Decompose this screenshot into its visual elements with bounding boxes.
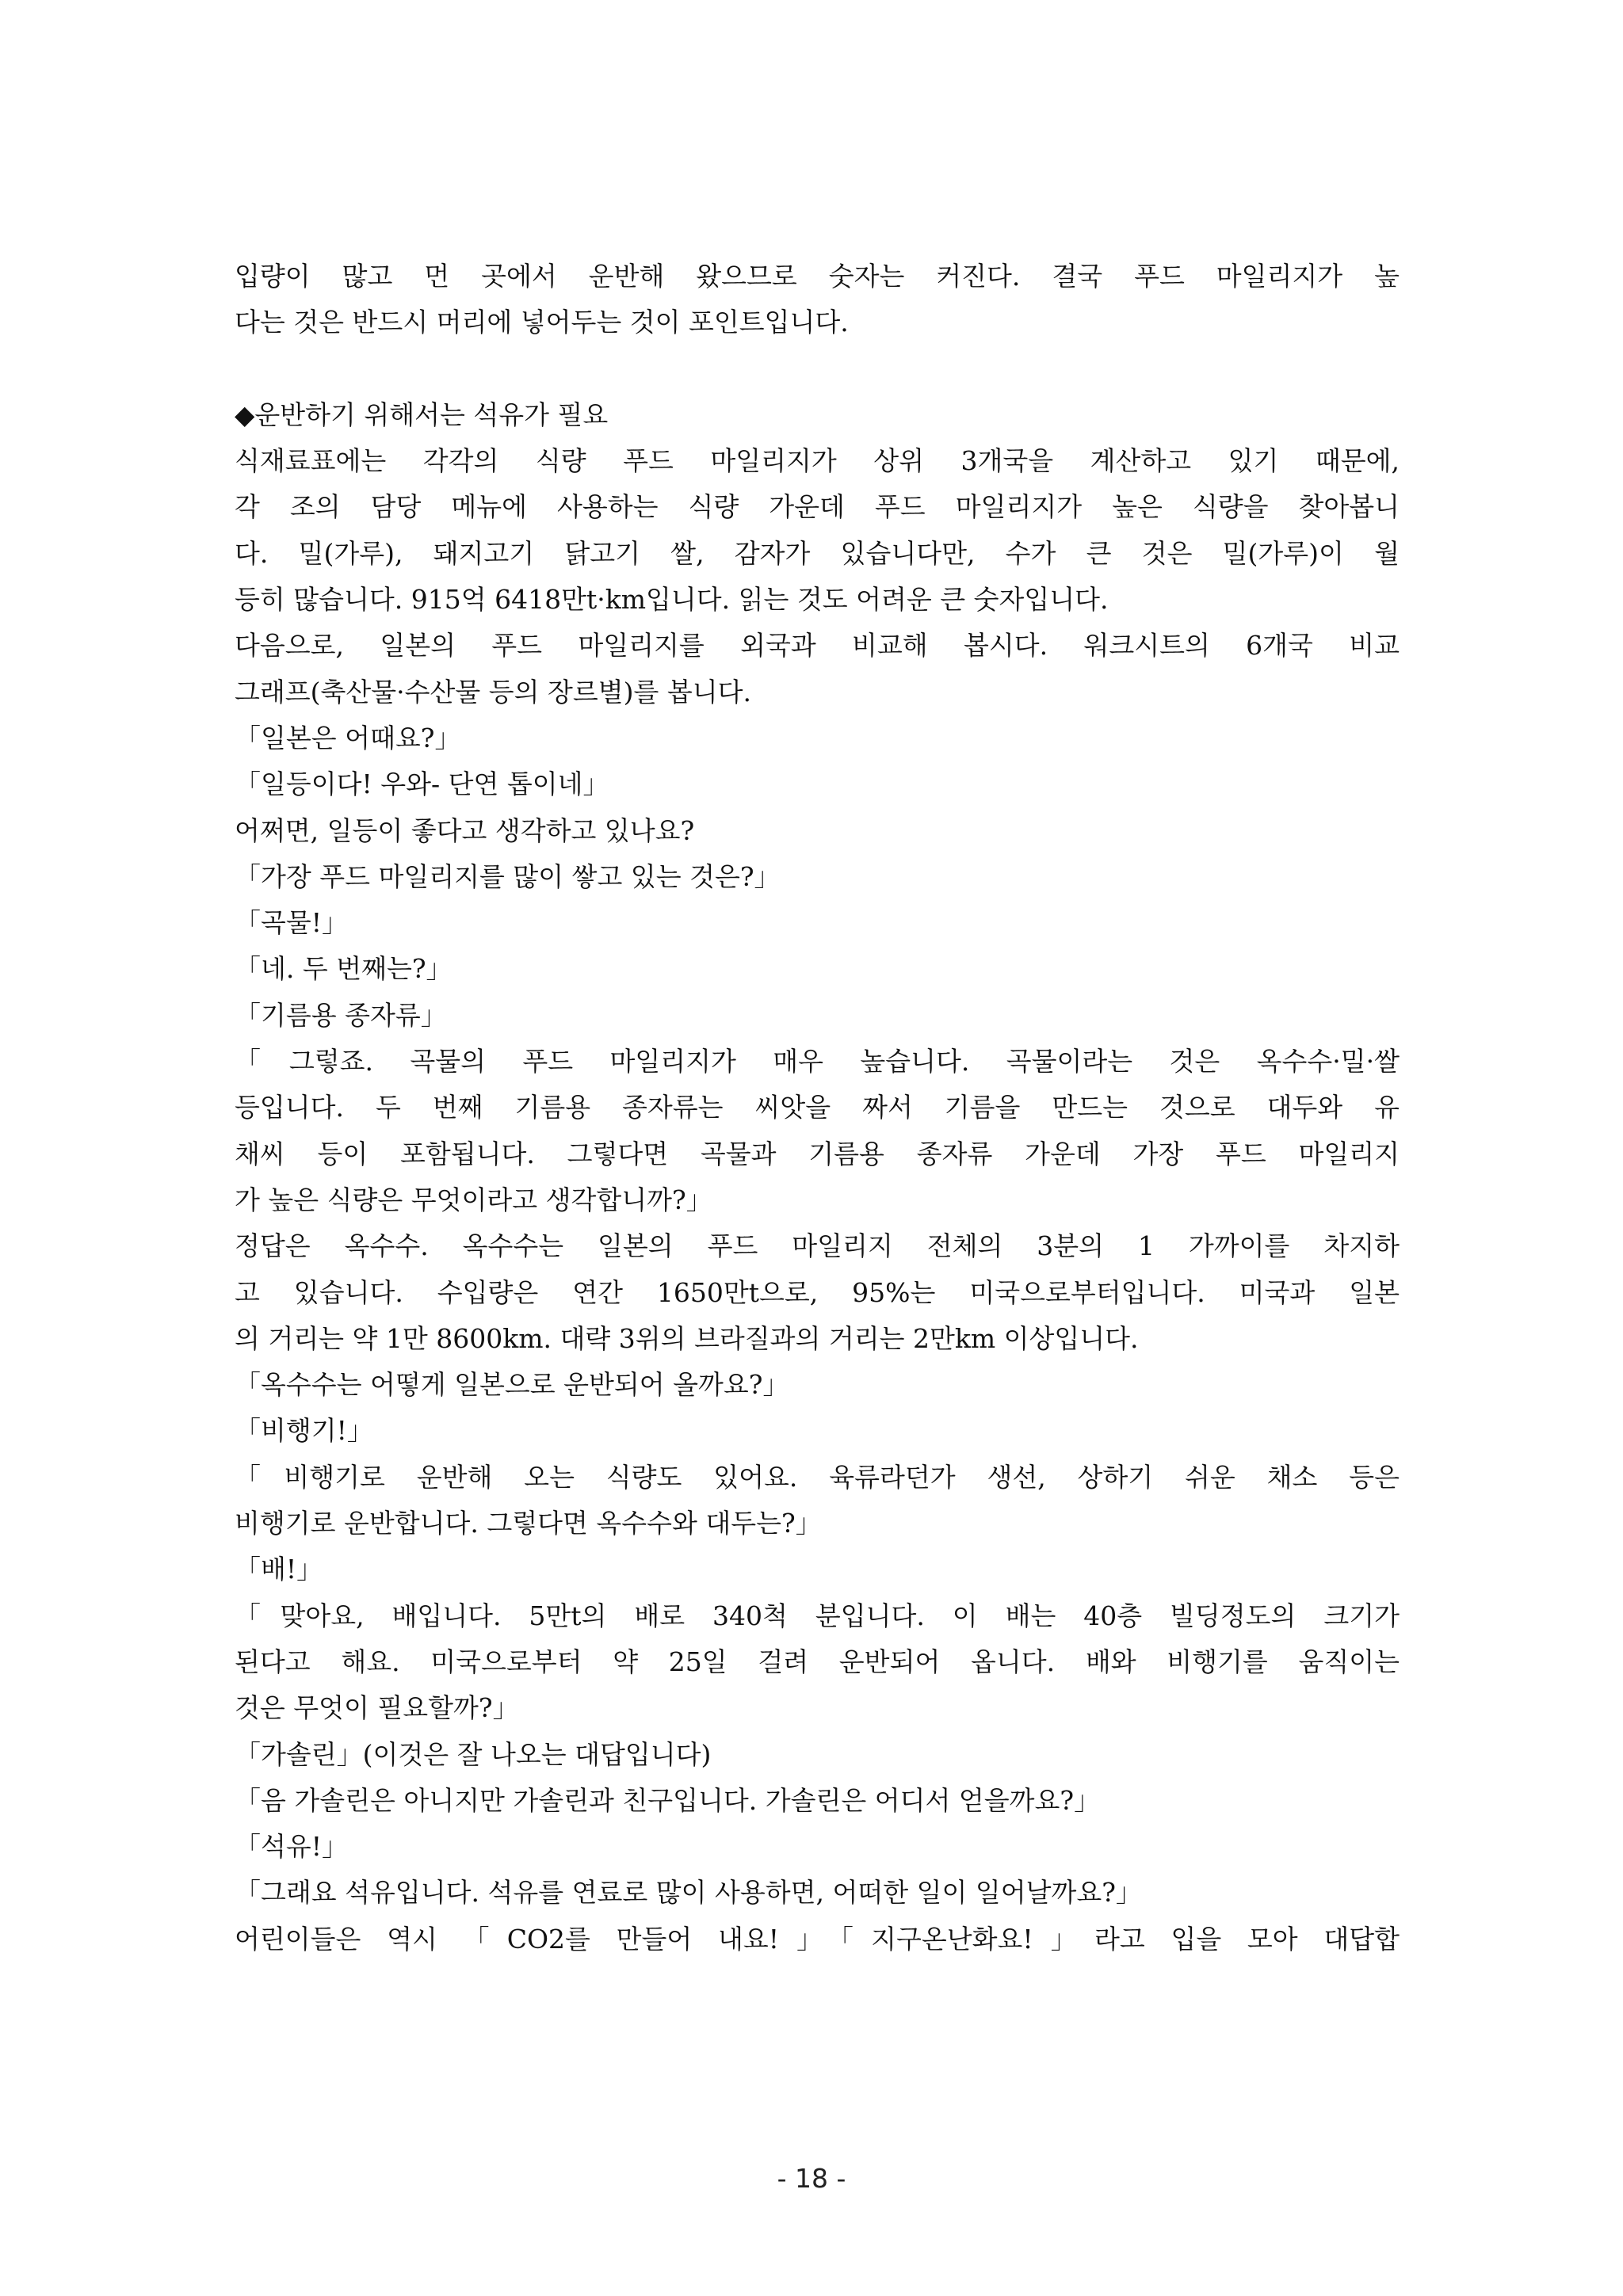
text-line: 「네. 두 번째는?」: [235, 953, 453, 985]
text-line: 식재료표에는 각각의 식량 푸드 마일리지가 상위 3개국을 계산하고 있기 때문에,: [235, 445, 1400, 477]
text-line: 비행기로 운반합니다. 그렇다면 옥수수와 대두는?」: [235, 1508, 822, 1539]
text-line: 다는 것은 반드시 머리에 넣어두는 것이 포인트입니다.: [235, 307, 849, 338]
text-line: 그래프(축산물·수산물 등의 장르별)를 봅니다.: [235, 676, 752, 707]
text-line: 「그래요 석유입니다. 석유를 연료로 많이 사용하면, 어떠한 일이 일어날까요?」: [235, 1877, 1142, 1909]
page-number: - 18 -: [777, 2163, 846, 2194]
text-line: 「곡물!」: [235, 907, 349, 939]
text-line: 다. 밀(가루), 돼지고기 닭고기 쌀, 감자가 있습니다만, 수가 큰 것은 밀(가루)이 월: [235, 537, 1400, 569]
blank-line: [235, 346, 1400, 392]
text-line: 「가솔린」(이것은 잘 나오는 대답입니다): [235, 1738, 712, 1770]
text-line: 「석유!」: [235, 1831, 349, 1863]
text-line: 입량이 많고 먼 곳에서 운반해 왔으므로 숫자는 커진다. 결국 푸드 마일리지가 높: [235, 261, 1400, 292]
text-line: 가 높은 식량은 무엇이라고 생각합니까?」: [235, 1184, 712, 1215]
text-line: ◆운반하기 위해서는 석유가 필요: [235, 399, 609, 430]
text-line: 채씨 등이 포함됩니다. 그렇다면 곡물과 기름용 종자류 가운데 가장 푸드 마일리지: [235, 1138, 1400, 1169]
text-line: 의 거리는 약 1만 8600km. 대략 3위의 브라질과의 거리는 2만km 이상입니다.: [235, 1322, 1139, 1354]
text-line: 「맞아요, 배입니다. 5만t의 배로 340척 분입니다. 이 배는 40층 빌딩정도의 크기가: [235, 1600, 1400, 1631]
text-line: 다음으로, 일본의 푸드 마일리지를 외국과 비교해 봅시다. 워크시트의 6개국 비교: [235, 630, 1400, 662]
text-line: 「배!」: [235, 1554, 323, 1585]
text-line: 어린이들은 역시 「CO2를 만들어 내요!」「지구온난화요!」라고 입을 모아 대답합: [235, 1923, 1400, 1955]
text-line: 된다고 해요. 미국으로부터 약 25일 걸려 운반되어 옵니다. 배와 비행기를 움직이는: [235, 1646, 1400, 1677]
text-line: 「음 가솔린은 아니지만 가솔린과 친구입니다. 가솔린은 어디서 얻을까요?」: [235, 1784, 1101, 1816]
text-line: 어쩌면, 일등이 좋다고 생각하고 있나요?: [235, 814, 695, 846]
text-line: 「가장 푸드 마일리지를 많이 쌓고 있는 것은?」: [235, 860, 781, 892]
text-line: 「그렇죠. 곡물의 푸드 마일리지가 매우 높습니다. 곡물이라는 것은 옥수수·밀·쌀: [235, 1046, 1400, 1077]
text-line: 고 있습니다. 수입량은 연간 1650만t으로, 95%는 미국으로부터입니다. 미국과 일본: [235, 1276, 1400, 1308]
text-line: 「일본은 어때요?」: [235, 722, 461, 753]
body-text: [235, 254, 1400, 1962]
text-line: 「기름용 종자류」: [235, 999, 447, 1031]
text-line: 「옥수수는 어떻게 일본으로 운반되어 올까요?」: [235, 1369, 789, 1401]
text-line: 정답은 옥수수. 옥수수는 일본의 푸드 마일리지 전체의 3분의 1 가까이를 차지하: [235, 1230, 1400, 1262]
text-line: 각 조의 담당 메뉴에 사용하는 식량 가운데 푸드 마일리지가 높은 식량을 찾아봅니: [235, 491, 1400, 523]
text-line: 「비행기로 운반해 오는 식량도 있어요. 육류라던가 생선, 상하기 쉬운 채소 등은: [235, 1461, 1400, 1493]
text-line: 것은 무엇이 필요할까?」: [235, 1692, 519, 1724]
text-line: 「일등이다! 우와- 단연 톱이네」: [235, 769, 609, 800]
text-line: 「비행기!」: [235, 1415, 373, 1447]
text-line: 등히 많습니다. 915억 6418만t·km입니다. 읽는 것도 어려운 큰 숫자입니다.: [235, 584, 1109, 616]
text-line: 등입니다. 두 번째 기름용 종자류는 씨앗을 짜서 기름을 만드는 것으로 대두와 유: [235, 1092, 1400, 1123]
